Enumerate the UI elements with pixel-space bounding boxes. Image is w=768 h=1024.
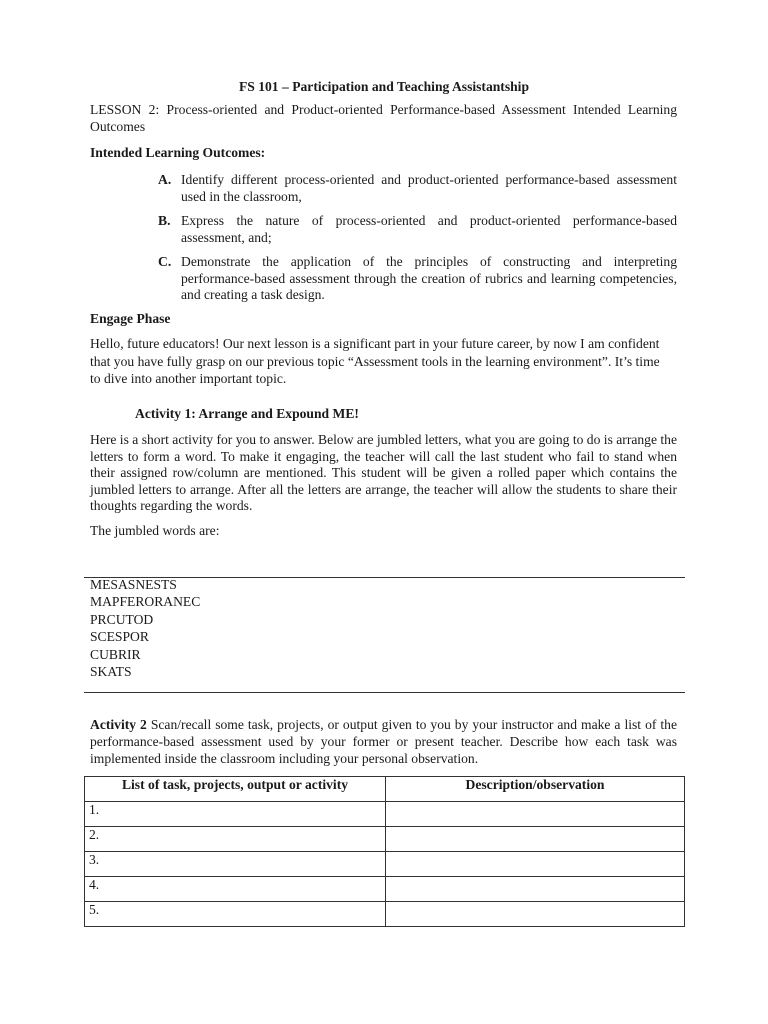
row-number[interactable]: 3. [85,852,386,877]
jumbled-words-list [90,576,200,680]
description-cell[interactable] [386,852,685,877]
jumbled-word: MESASNESTS [90,577,177,592]
outcome-text: Identify different process-oriented and product-oriented performance-based assessment used in the classroom, [181,172,677,204]
column-header: Description/observation [386,777,685,802]
lesson-title: LESSON 2: Process-oriented and Product-oriented Performance-based Assessment Intended Learning Outcomes [90,102,677,134]
row-number[interactable]: 5. [85,902,386,927]
jumbled-word: PRCUTOD [90,611,154,627]
column-header: List of task, projects, output or activity [85,777,386,802]
outcome-b [158,213,677,246]
jumbled-intro: The jumbled words are: [90,523,220,538]
divider-bottom [84,692,685,693]
jumbled-word: CUBRIR [90,646,141,662]
table-row [85,902,685,927]
jumbled-word: MAPFERORANEC [90,594,201,610]
row-number[interactable]: 1. [85,802,386,827]
jumbled-word: SCESPOR [90,629,149,645]
activity2-label: Activity 2 [90,717,147,732]
table-header-row [85,777,685,802]
outcome-label: B. [158,213,171,228]
ilo-heading: Intended Learning Outcomes: [90,145,266,160]
description-cell[interactable] [386,802,685,827]
engage-text: Hello, future educators! Our next lesson is a significant part in your future career, by now I am confident that you have fully grasp on our previous topic “Assessment tools in the learning environment”. It’s time to dive into another important topic. [90,336,660,386]
engage-heading: Engage Phase [90,311,171,326]
description-cell[interactable] [386,902,685,927]
outcome-c [158,254,677,304]
outcome-label: C. [158,254,172,269]
activity1-heading: Activity 1: Arrange and Expound ME! [135,406,359,421]
description-cell[interactable] [386,827,685,852]
activity2-text [90,717,677,767]
table-row [85,877,685,902]
table-row [85,802,685,827]
activity2-table [84,776,685,927]
activity1-text: Here is a short activity for you to answer. Below are jumbled letters, what you are going to do is arrange the letters to form a word. To make it engaging, the teacher will call the last student who fail to stand when their assigned row/column are mentioned. This student will be given a rolled paper which contains the jumbled letters to arrange. After all the letters are arrange, the teacher will allow the students to share their thoughts regarding the words. [90,432,678,513]
outcome-label: A. [158,172,172,187]
outcome-text: Express the nature of process-oriented and product-oriented performance-based assessment, and; [181,213,677,245]
row-number[interactable]: 2. [85,827,386,852]
document-title: FS 101 – Participation and Teaching Assistantship [238,79,530,94]
jumbled-word: SKATS [90,664,132,680]
outcome-text: Demonstrate the application of the principles of constructing and interpreting performance-based assessment through the creation of rubrics and learning competencies, and creating a task design. [181,254,677,302]
table-row [85,852,685,877]
table-row [85,827,685,852]
description-cell[interactable] [386,877,685,902]
outcome-a [158,172,677,205]
activity2-body: Scan/recall some task, projects, or output given to you by your instructor and make a list of the performance-based assessment used by your former or present teacher. Describe how each task was implemented inside the classroom including your personal observation. [90,717,677,766]
row-number[interactable]: 4. [85,877,386,902]
